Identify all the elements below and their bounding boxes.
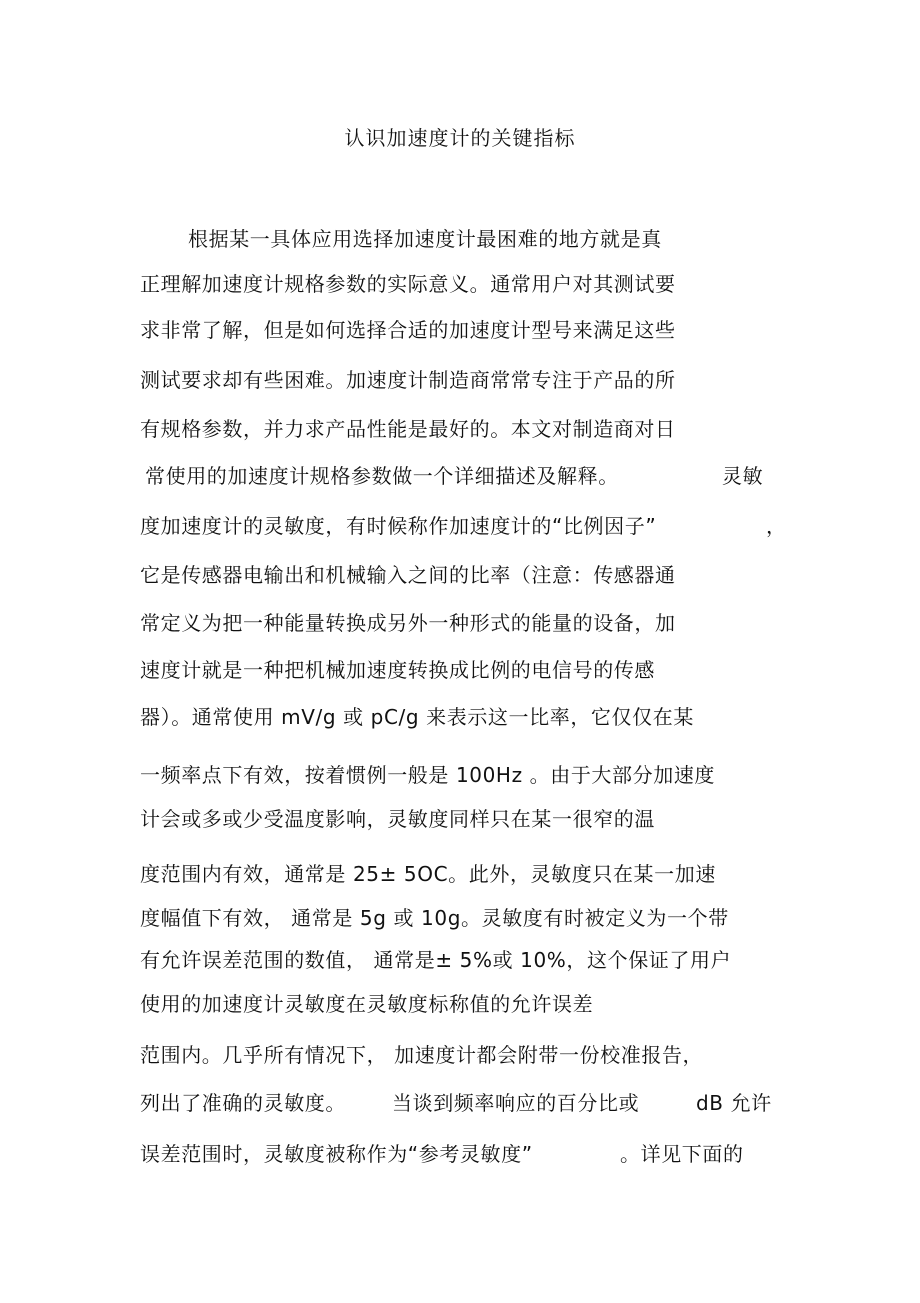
text-line: 常定义为把一种能量转换成另外一种形式的能量的设备，加	[140, 611, 676, 635]
text-line: 速度计就是一种把机械加速度转换成比例的电信号的传感	[140, 658, 655, 682]
text-line: 计会或多或少受温度影响，灵敏度同样只在某一很窄的温	[140, 807, 655, 831]
text-line: 列出了准确的灵敏度。	[140, 1091, 346, 1115]
text-line-fragment: 。详见下面的	[620, 1142, 744, 1166]
text-line-fragment: ，	[766, 514, 787, 538]
text-line: 根据某一具体应用选择加速度计最困难的地方就是真	[188, 227, 662, 251]
text-line: 正理解加速度计规格参数的实际意义。通常用户对其测试要	[140, 272, 676, 296]
document-title: 认识加速度计的关键指标	[344, 126, 576, 150]
text-line: 度加速度计的灵敏度，有时候称作加速度计的“比例因子”	[140, 514, 657, 538]
text-line: 器）。通常使用 mV/g 或 pC/g 来表示这一比率，它仅仅在某	[140, 705, 694, 729]
text-line: 测试要求却有些困难。加速度计制造商常常专注于产品的所	[140, 368, 676, 392]
text-line: 使用的加速度计灵敏度在灵敏度标称值的允许误差	[140, 992, 594, 1016]
text-line: 求非常了解，但是如何选择合适的加速度计型号来满足这些	[140, 318, 676, 342]
text-line: 常使用的加速度计规格参数做一个详细描述及解释。	[145, 464, 619, 488]
text-line: 误差范围时，灵敏度被称作为“参考灵敏度”	[140, 1142, 533, 1166]
text-line: 有规格参数，并力求产品性能是最好的。本文对制造商对日	[140, 417, 676, 441]
text-line: 度幅值下有效， 通常是 5g 或 10g。灵敏度有时被定义为一个带	[140, 906, 729, 930]
text-line: 有允许误差范围的数值， 通常是± 5%或 10%，这个保证了用户	[140, 948, 732, 972]
text-line: 一频率点下有效，按着惯例一般是 100Hz 。由于大部分加速度	[140, 763, 716, 787]
text-line-fragment: dB 允许	[696, 1091, 772, 1115]
text-line: 范围内。几乎所有情况下， 加速度计都会附带一份校准报告，	[140, 1043, 704, 1067]
text-line-fragment: 灵敏	[722, 464, 764, 488]
text-line: 它是传感器电输出和机械输入之间的比率（注意：传感器通	[140, 563, 676, 587]
text-line: 度范围内有效，通常是 25± 5OC。此外，灵敏度只在某一加速	[140, 862, 716, 886]
text-line-fragment: 当谈到频率响应的百分比或	[392, 1091, 640, 1115]
